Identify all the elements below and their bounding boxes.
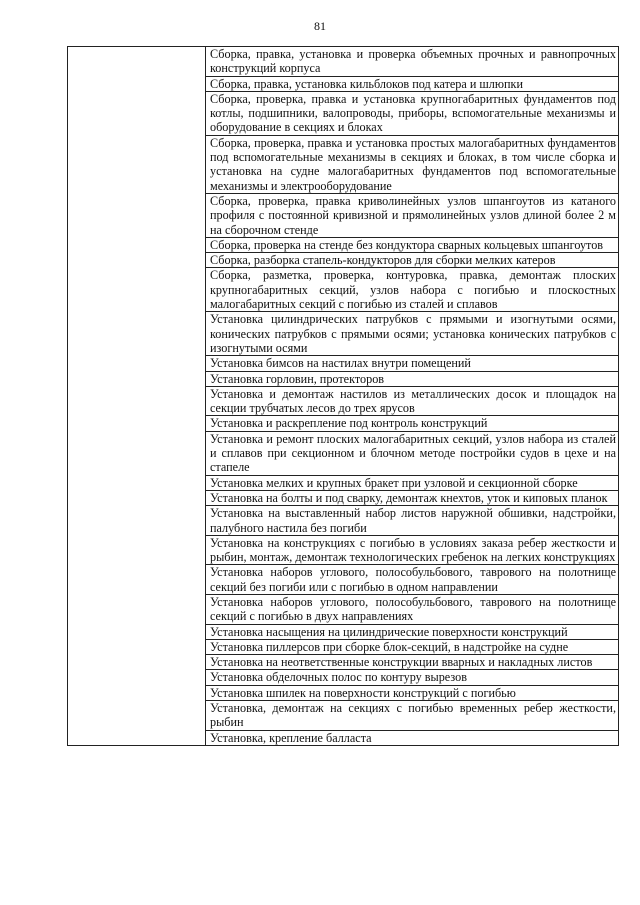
work-description-cell: Установка шпилек на поверхности конструкций с погибью xyxy=(206,685,619,700)
work-description-cell: Сборка, проверка, правка и установка простых малогабаритных фундаментов под вспомогательные механизмы в секциях и блоках, в том числе сборка и установка на судне малогабаритных фундаментов под вспомогательные механизмы и электрооборудование xyxy=(206,135,619,193)
work-description-cell: Установка горловин, протекторов xyxy=(206,371,619,386)
work-description-cell: Установка обделочных полос по контуру вырезов xyxy=(206,670,619,685)
table-row xyxy=(68,47,619,77)
work-description-cell: Установка мелких и крупных бракет при узловой и секционной сборке xyxy=(206,475,619,490)
work-description-cell: Сборка, разборка стапель-кондукторов для сборки мелких катеров xyxy=(206,253,619,268)
work-description-cell: Установка на конструкциях с погибью в условиях заказа ребер жесткости и рыбин, монтаж, демонтаж технологических гребенок на легких конструкциях xyxy=(206,535,619,565)
work-description-cell: Установка бимсов на настилах внутри помещений xyxy=(206,356,619,371)
work-description-cell: Установка и демонтаж настилов из металлических досок и площадок на секции трубчатых лесов до трех ярусов xyxy=(206,386,619,416)
work-description-cell: Сборка, правка, установка кильблоков под катера и шлюпки xyxy=(206,76,619,91)
work-description-cell: Установка наборов углового, полособульбового, таврового на полотнище секций с погибью в двух направлениях xyxy=(206,594,619,624)
work-description-cell: Сборка, проверка, правка и установка крупногабаритных фундаментов под котлы, подшипники, валопроводы, приборы, вспомогательные механизмы и оборудование в секциях и блоках xyxy=(206,91,619,135)
work-description-cell: Установка, демонтаж на секциях с погибью временных ребер жесткости, рыбин xyxy=(206,701,619,731)
work-description-cell: Установка цилиндрических патрубков с прямыми и изогнутыми осями, конических патрубков с прямыми осями; установка конических патрубков с изогнутыми осями xyxy=(206,312,619,356)
work-description-cell: Установка пиллерсов при сборке блок-секций, в надстройке на судне xyxy=(206,639,619,654)
work-description-cell: Установка на неответственные конструкции вварных и накладных листов xyxy=(206,655,619,670)
work-description-cell: Установка насыщения на цилиндрические поверхности конструкций xyxy=(206,624,619,639)
work-description-cell: Установка и ремонт плоских малогабаритных секций, узлов набора из сталей и сплавов при секционном и блочном методе постройки судов в цехе и на стапеле xyxy=(206,431,619,475)
work-description-cell: Установка и раскрепление под контроль конструкций xyxy=(206,416,619,431)
work-description-cell: Установка наборов углового, полособульбового, таврового на полотнище секций без погиби или с погибью в одном направлении xyxy=(206,565,619,595)
work-description-cell: Установка, крепление балласта xyxy=(206,730,619,745)
work-description-cell: Сборка, правка, установка и проверка объемных прочных и равнопрочных конструкций корпуса xyxy=(206,47,619,77)
left-empty-cell xyxy=(68,47,206,746)
work-types-table xyxy=(67,46,619,746)
page-number: 81 xyxy=(314,19,326,33)
work-description-cell: Сборка, разметка, проверка, контуровка, правка, демонтаж плоских крупногабаритных секций, узлов набора с погибью и плоскостных малогабаритных секций с погибью из сталей и сплавов xyxy=(206,268,619,312)
work-description-cell: Сборка, проверка на стенде без кондуктора сварных кольцевых шпангоутов xyxy=(206,237,619,252)
work-description-cell: Сборка, проверка, правка криволинейных узлов шпангоутов из катаного профиля с постоянной кривизной и прямолинейных узлов длиной более 2 м на сборочном стенде xyxy=(206,193,619,237)
work-description-cell: Установка на выставленный набор листов наружной обшивки, надстройки, палубного настила без погиби xyxy=(206,506,619,536)
work-description-cell: Установка на болты и под сварку, демонтаж кнехтов, уток и киповых планок xyxy=(206,490,619,505)
